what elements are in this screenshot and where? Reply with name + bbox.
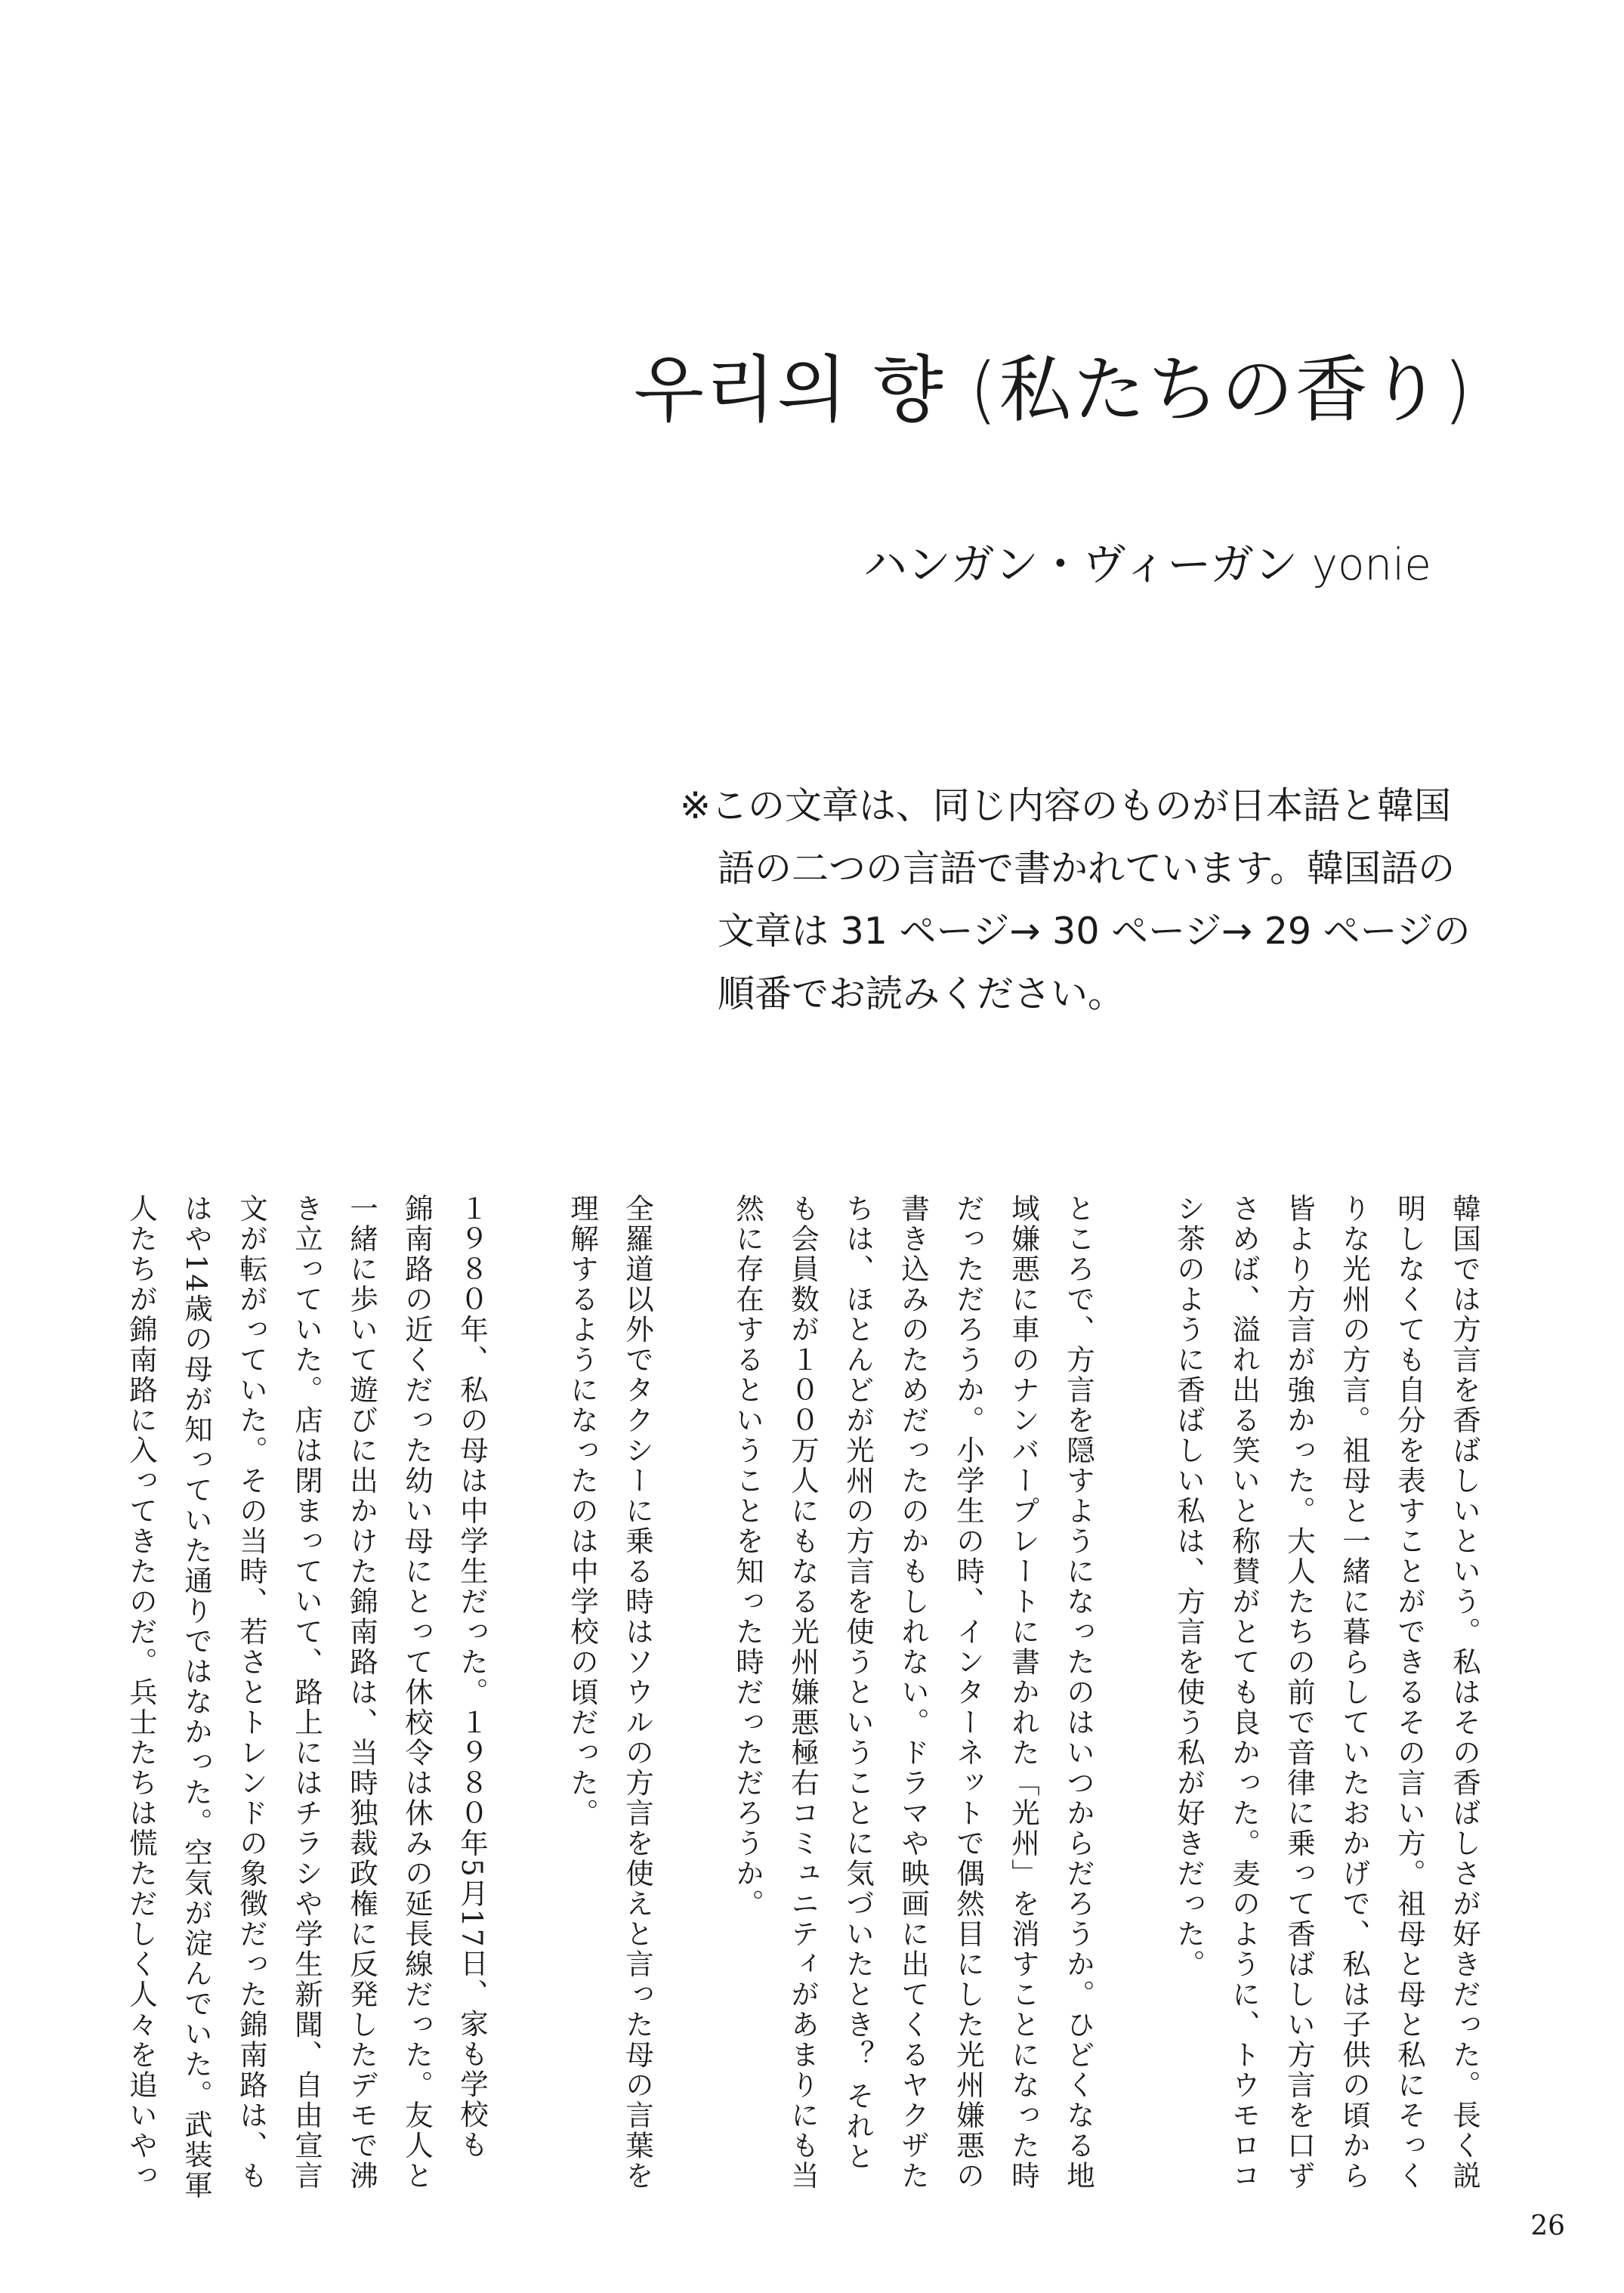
body-line: 明しなくても自分を表すことができるその言い方。祖母と母と私にそっく <box>1393 1194 1426 2191</box>
body-line: 域嫌悪に車のナンバープレートに書かれた「光州」を消すことになった時 <box>1007 1194 1040 2191</box>
body-line: ところで、方言を隠すようになったのはいつからだろうか。ひどくなる地 <box>1062 1194 1095 2191</box>
body-line: 書き込みのためだったのかもしれない。ドラマや映画に出てくるヤクザた <box>897 1194 930 2191</box>
page-title: 우리의 향 (私たちの香り) <box>634 348 1473 432</box>
body-line: 然に存在するということを知った時だっただろうか。 <box>731 1194 764 1919</box>
body-line: 錦南路の近くだった幼い母にとって休校令は休みの延長線だった。友人と <box>400 1194 434 2191</box>
body-line: はや14歳の母が知っていた通りではなかった。空気が淀んでいた。武装軍 <box>180 1194 213 2201</box>
author-byline: ハンガン・ヴィーガン yonie <box>863 539 1431 590</box>
article-body <box>113 1194 1492 2201</box>
note-line: 語の二つの言語で書かれています。韓国語の <box>718 847 1456 890</box>
body-line: 理解するようになったのは中学校の頃だった。 <box>566 1194 599 1828</box>
body-line: シ茶のように香ばしい私は、方言を使う私が好きだった。 <box>1172 1194 1206 1979</box>
body-line: だっただろうか。小学生の時、インターネットで偶然目にした光州嫌悪の <box>952 1194 985 2191</box>
language-note <box>680 774 1471 1025</box>
body-line: りな光州の方言。祖母と一緒に暮らしていたおかげで、私は子供の頃から <box>1338 1194 1371 2191</box>
page-number: 26 <box>1530 2211 1565 2242</box>
body-line: も会員数が１００万人にもなる光州嫌悪極右コミュニティがあまりにも当 <box>786 1194 820 2191</box>
body-line: 皆より方言が強かった。大人たちの前で音律に乗って香ばしい方言を口ず <box>1283 1194 1316 2191</box>
body-line: さめば、溢れ出る笑いと称賛がとても良かった。麦のように、トウモロコ <box>1227 1194 1261 2191</box>
note-line: ※この文章は、同じ内容のものが日本語と韓国 <box>680 784 1452 827</box>
body-line: ちは、ほとんどが光州の方言を使うということに気づいたとき？ それと <box>841 1194 875 2172</box>
body-line: １９８０年、私の母は中学生だった。１９８０年5月17日、家も学校も <box>455 1194 489 2161</box>
body-line: 全羅道以外でタクシーに乗る時はソウルの方言を使えと言った母の言葉を <box>621 1194 654 2191</box>
body-line: 一緒に歩いて遊びに出かけた錦南路は、当時独裁政権に反発したデモで沸 <box>345 1194 378 2191</box>
note-line: 順番でお読みください。 <box>718 972 1125 1015</box>
note-line: 文章は 31 ページ→ 30 ページ→ 29 ページの <box>718 910 1471 953</box>
body-line: 文が転がっていた。その当時、若さとトレンドの象徴だった錦南路は、も <box>235 1194 268 2191</box>
body-line: き立っていた。店は閉まっていて、路上にはチラシや学生新聞、自由宣言 <box>290 1194 323 2191</box>
body-line: 韓国では方言を香ばしいという。私はその香ばしさが好きだった。長く説 <box>1448 1194 1481 2191</box>
body-line: 人たちが錦南路に入ってきたのだ。兵士たちは慌ただしく人々を追いやっ <box>125 1194 158 2191</box>
